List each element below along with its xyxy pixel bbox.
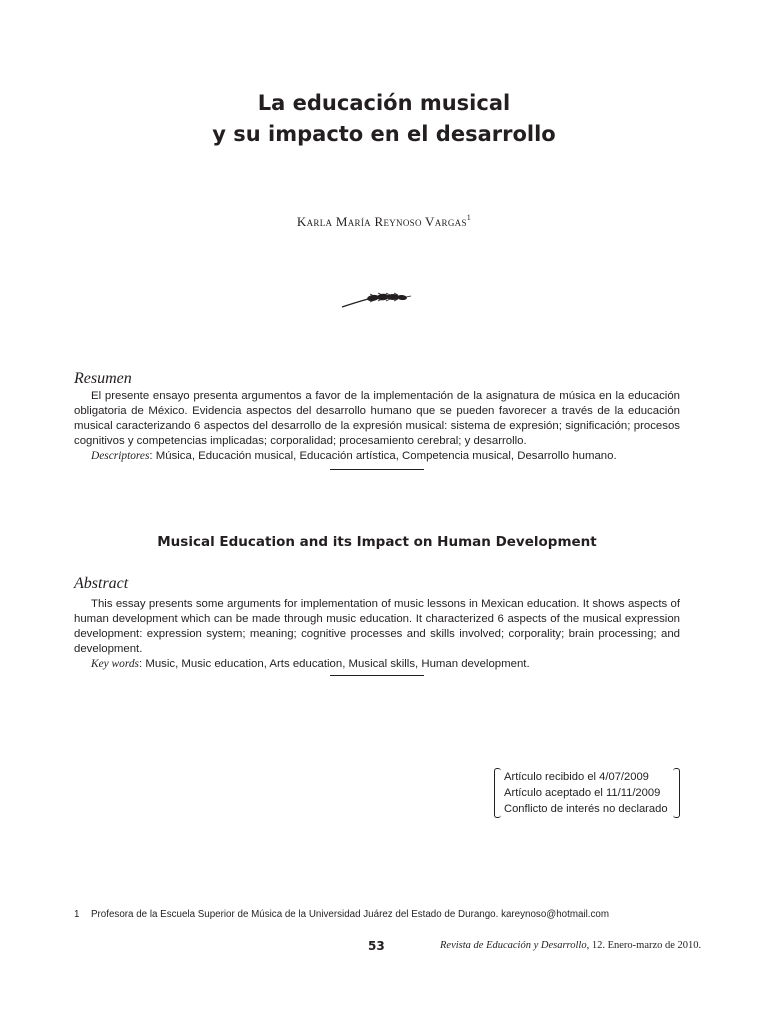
abstract-heading: Abstract: [74, 575, 129, 592]
right-bracket: [673, 768, 680, 818]
title-line-1: La educación musical: [257, 91, 511, 115]
journal-citation: [440, 940, 701, 951]
abstract-keywords-list: : Music, Music education, Arts education, Musical skills, Human development.: [139, 658, 530, 670]
resumen-keywords-label: Descriptores: [91, 450, 150, 462]
abstract-keywords: [74, 657, 680, 672]
abstract-keywords-label: Key words: [91, 658, 139, 670]
footnote-text: Profesora de la Escuela Superior de Música de la Universidad Juárez del Estado de Durango. kareynoso@hotmail.com: [91, 909, 610, 920]
author-footnote-mark: 1: [466, 213, 472, 222]
author-line: [0, 213, 768, 230]
resumen-block: [74, 389, 680, 464]
page-number: 53: [368, 939, 385, 953]
title-line-2: y su impacto en el desarrollo: [212, 122, 556, 146]
accepted-date: Artículo aceptado el 11/11/2009: [504, 787, 661, 799]
abstract-divider: [330, 675, 424, 676]
wheat-ear-ornament-icon: [340, 290, 412, 310]
journal-issue: , 12. Enero-marzo de 2010.: [586, 940, 702, 951]
footnote-number: 1: [74, 909, 80, 920]
resumen-keywords: [74, 449, 680, 464]
article-info-lines: [504, 769, 668, 817]
resumen-heading: Resumen: [74, 370, 132, 387]
footnote: [74, 909, 684, 920]
received-date: Artículo recibido el 4/07/2009: [504, 771, 649, 783]
abstract-block: [74, 597, 680, 672]
resumen-divider: [330, 469, 424, 470]
journal-name: Revista de Educación y Desarrollo: [440, 940, 587, 951]
article-info-box: [494, 768, 680, 818]
author-name: Karla María Reynoso Vargas: [296, 214, 467, 229]
english-title: Musical Education and its Impact on Human Development: [157, 534, 597, 550]
article-title: [0, 88, 768, 150]
abstract-body: This essay presents some arguments for implementation of music lessons in Mexican education. It shows aspects of human development which can be made through music education. It characterized 6 aspects of the musical expression development: expression system; meaning; cognitive processes and skills involved; corporality; brain processing; and development.: [74, 598, 680, 655]
resumen-keywords-list: : Música, Educación musical, Educación artística, Competencia musical, Desarrollo humano.: [149, 450, 617, 462]
conflict-statement: Conflicto de interés no declarado: [504, 803, 668, 815]
left-bracket: [494, 768, 501, 818]
resumen-body: El presente ensayo presenta argumentos a favor de la implementación de la asignatura de música en la educación obligatoria de México. Evidencia aspectos del desarrollo humano que se pueden favorecer a través de la educación musical caracterizando 6 aspectos del desarrollo de la expresión musical: sistema de expresión; significación; procesos cognitivos y competencias implicadas; corporalidad; procesamiento cerebral; y desarrollo.: [74, 390, 680, 447]
